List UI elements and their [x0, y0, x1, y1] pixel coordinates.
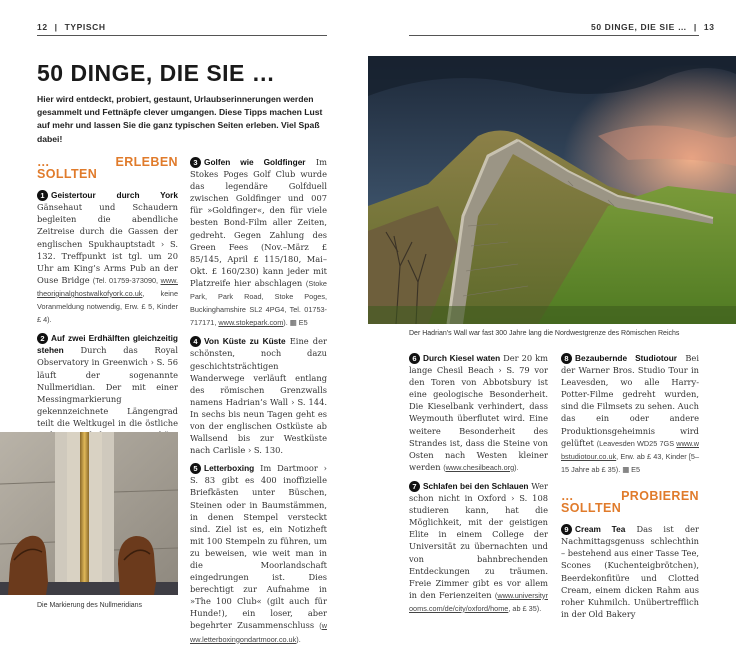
entry-info: (Tel. 01759-373090,	[92, 275, 161, 285]
entry-heading: Geistertour durch York	[51, 190, 178, 201]
entry-heading: Letterboxing	[204, 463, 255, 474]
entry-heading: Von Küste zu Küste	[204, 336, 286, 347]
meridian-caption: Die Markierung des Nullmeridians	[37, 602, 143, 609]
entry-link[interactable]: www.theoriginalghostwalkofyork.co.uk	[37, 275, 178, 298]
entry-body: Eine der schönsten, noch dazu geschichtsträchtigen Wanderwege verläuft entlang des römischen Grenzwalls namens Hadrian’s Wall › S. 144. In sechs bis neun Tagen geht es von der englischen Ostküste ab Wallsend bis zur Westküste nach Carlisle › S. 130.	[190, 336, 327, 456]
entry-8	[561, 352, 699, 476]
left-running-header	[37, 22, 106, 32]
entry-heading: Golfen wie Goldfinger	[204, 157, 306, 167]
entry-info: (Leavesden WD25 7GS	[596, 438, 677, 448]
entry-number-badge: 8	[561, 353, 572, 364]
entry-number-badge: 5	[190, 463, 201, 474]
page-title: 50 DINGE, DIE SIE …	[37, 60, 276, 86]
entry-body: Durch das Royal Observatory in Greenwich › S. 56 läuft der sogenannte Nullmeridian. Der mit einer Messingmarkierung gekennzeichnete Längengrad teilt die Weltkugel in die östliche	[37, 345, 178, 428]
entry-link[interactable]: www.universityrooms.com/de/city/oxford/home	[409, 590, 548, 613]
left-page-number: 12	[37, 22, 48, 32]
entry-number-badge: 6	[409, 353, 420, 364]
hadrians-wall-photo	[368, 56, 736, 324]
right-column-2	[561, 352, 699, 625]
right-running-header	[591, 22, 715, 32]
entry-body: Im Dartmoor › S. 83 gibt es 400 inoffizielle Briefkästen unter Büschen, Steinen oder in Baumstämmen, in denen Stempel versteckt sind. Ziel ist es, ein Notizheft mit 100 Stempeln zu führen, um zu beweisen, wie weit man in die Moorlandschaft eingedrungen ist. Dies berechtigt zur Aufnahme in »The 100 Club« (gilt auch für Hunde!), ein loser, aber begehrter Zusammenschluss	[190, 463, 327, 631]
right-column-1	[409, 352, 548, 620]
hadrians-wall-illustration	[368, 56, 736, 324]
entry-1	[37, 189, 178, 326]
entry-4	[190, 335, 327, 456]
entry-info: (	[319, 621, 322, 631]
entry-number-badge: 1	[37, 190, 48, 201]
entry-number-badge: 9	[561, 524, 572, 535]
entry-link[interactable]: www.wbstudiotour.co.uk	[561, 438, 699, 461]
entry-5	[190, 462, 327, 645]
entry-7	[409, 480, 548, 615]
entry-body: Gänsehaut und Schaudern begleiten die abendliche Zeitreise durch die Gassen der englischen Spukhauptstadt › S. 132. Treffpunkt ist tgl. um 20 Uhr am King’s Arms Pub an der Ouse Bridge	[37, 202, 178, 285]
entry-heading: Auf zwei Erdhälften gleichzeitig stehen	[37, 333, 178, 356]
entry-link[interactable]: www.letterboxingondartmoor.co.uk	[190, 621, 327, 644]
right-header-rule	[409, 35, 699, 36]
entry-info: (	[494, 590, 498, 600]
entry-info: ).	[296, 634, 301, 644]
entry-number-badge: 7	[409, 481, 420, 492]
section-heading-probieren: … PROBIEREN SOLLTEN	[561, 488, 699, 516]
left-column-2	[190, 156, 327, 651]
entry-heading: Schlafen bei den Schlauen	[423, 480, 529, 491]
entry-info: ). ▦ E5	[283, 318, 308, 328]
entry-body: Der 20 km lange Chesil Beach › S. 79 vor den Toren von Abbotsbury ist eine geologische Besonderheit. Die Kieselbank verhindert, dass Weymouth überflutet wird. Eine weitere Besonderheit des Strandes ist, dass die Steine von Osten nach Westen kleiner werden	[409, 353, 548, 472]
entry-body: Im Stokes Poges Golf Club wurde das legendäre Golfduell zwischen Goldfinger und 007 für »Goldfinger«, den für viele besten Bond-Film aller Zeiten, gedreht. Gegen Zahlung des Green Fees (Nov.–März £ 85/145, April £ 115/180, Mai–Okt. £ 160/230) kann jeder mit Platzreife hier abschlagen	[190, 157, 327, 288]
entry-info: (Stoke Park, Park Road, Stoke Poges, Buckinghamshire SL2 4PG4, Tel. 01753-717171,	[190, 278, 327, 328]
header-separator: |	[693, 22, 697, 32]
entry-link[interactable]: www.stokepark.com	[218, 318, 284, 328]
left-header-section: TYPISCH	[64, 22, 106, 32]
entry-number-badge: 2	[37, 333, 48, 344]
meridian-photo-illustration	[0, 432, 178, 595]
entry-number-badge: 4	[190, 336, 201, 347]
entry-number-badge: 3	[190, 157, 201, 168]
left-column-1	[37, 156, 178, 458]
entry-3	[190, 156, 327, 329]
entry-heading: Cream Tea	[575, 524, 626, 535]
right-header-section: 50 DINGE, DIE SIE …	[591, 22, 687, 32]
entry-body: Das ist der Nachmittagsgenuss schlechthin – bestehend aus einer Tasse Tee, Scones (Kuchenteigbrötchen), Beerdekonfitüre und Clotted Cream, einem dicken Rahm aus roher Kuhmilch. Unübertrefflich in der Old Bakery	[561, 524, 700, 619]
meridian-photo	[0, 432, 178, 595]
entry-body: Wer schon nicht in Oxford › S. 108 studieren kann, hat die Möglichkeit, mit der geistigen Elite in einem College der Universität zu übernachten und von bahnbrechenden Entdeckungen zu träumen. Freie Zimmer gibt es vor allem in den Ferienzeiten	[409, 480, 548, 600]
entry-link[interactable]: www.chesilbeach.org	[445, 462, 515, 472]
section-heading-erleben: … ERLEBEN SOLLTEN	[37, 155, 178, 182]
right-page-number: 13	[703, 22, 715, 32]
entry-6	[409, 352, 548, 474]
entry-body: Bei der Warner Bros. Studio Tour in Leavesden, wo alle Harry-Potter-Filme gedreht wurden, sind die Filmsets zu sehen. Auch das ein oder andere Produktionsgeheimnis wird gelüftet	[561, 353, 699, 448]
entry-heading: Bezaubernde Studiotour	[575, 353, 678, 363]
entry-heading: Durch Kiesel waten	[423, 353, 501, 363]
entry-info: , ab £ 35).	[508, 603, 542, 613]
entry-info: ).	[514, 462, 519, 472]
hadrian-caption: Der Hadrian’s Wall war fast 300 Jahre lang die Nordwestgrenze des Römischen Reichs	[409, 330, 680, 337]
entry-9	[561, 523, 699, 620]
left-header-rule	[37, 35, 327, 36]
header-separator: |	[54, 22, 58, 32]
intro-paragraph: Hier wird entdeckt, probiert, gestaunt, Urlaubserinnerungen werden gesammelt und Fettnäpfe clever umgangen. Diese Tipps machen Lust auf mehr und lassen Sie die ganz typischen Seiten erleben. Viel Spaß dabei!	[37, 94, 323, 144]
entry-info: , Erw. ab £ 43, Kinder [5–15 Jahre ab £ 35). ▦ E5	[561, 451, 699, 474]
entry-info: (	[443, 462, 446, 472]
entry-info: , keine Voranmeldung notwendig, Erw. £ 5, Kinder £ 4).	[37, 288, 178, 325]
